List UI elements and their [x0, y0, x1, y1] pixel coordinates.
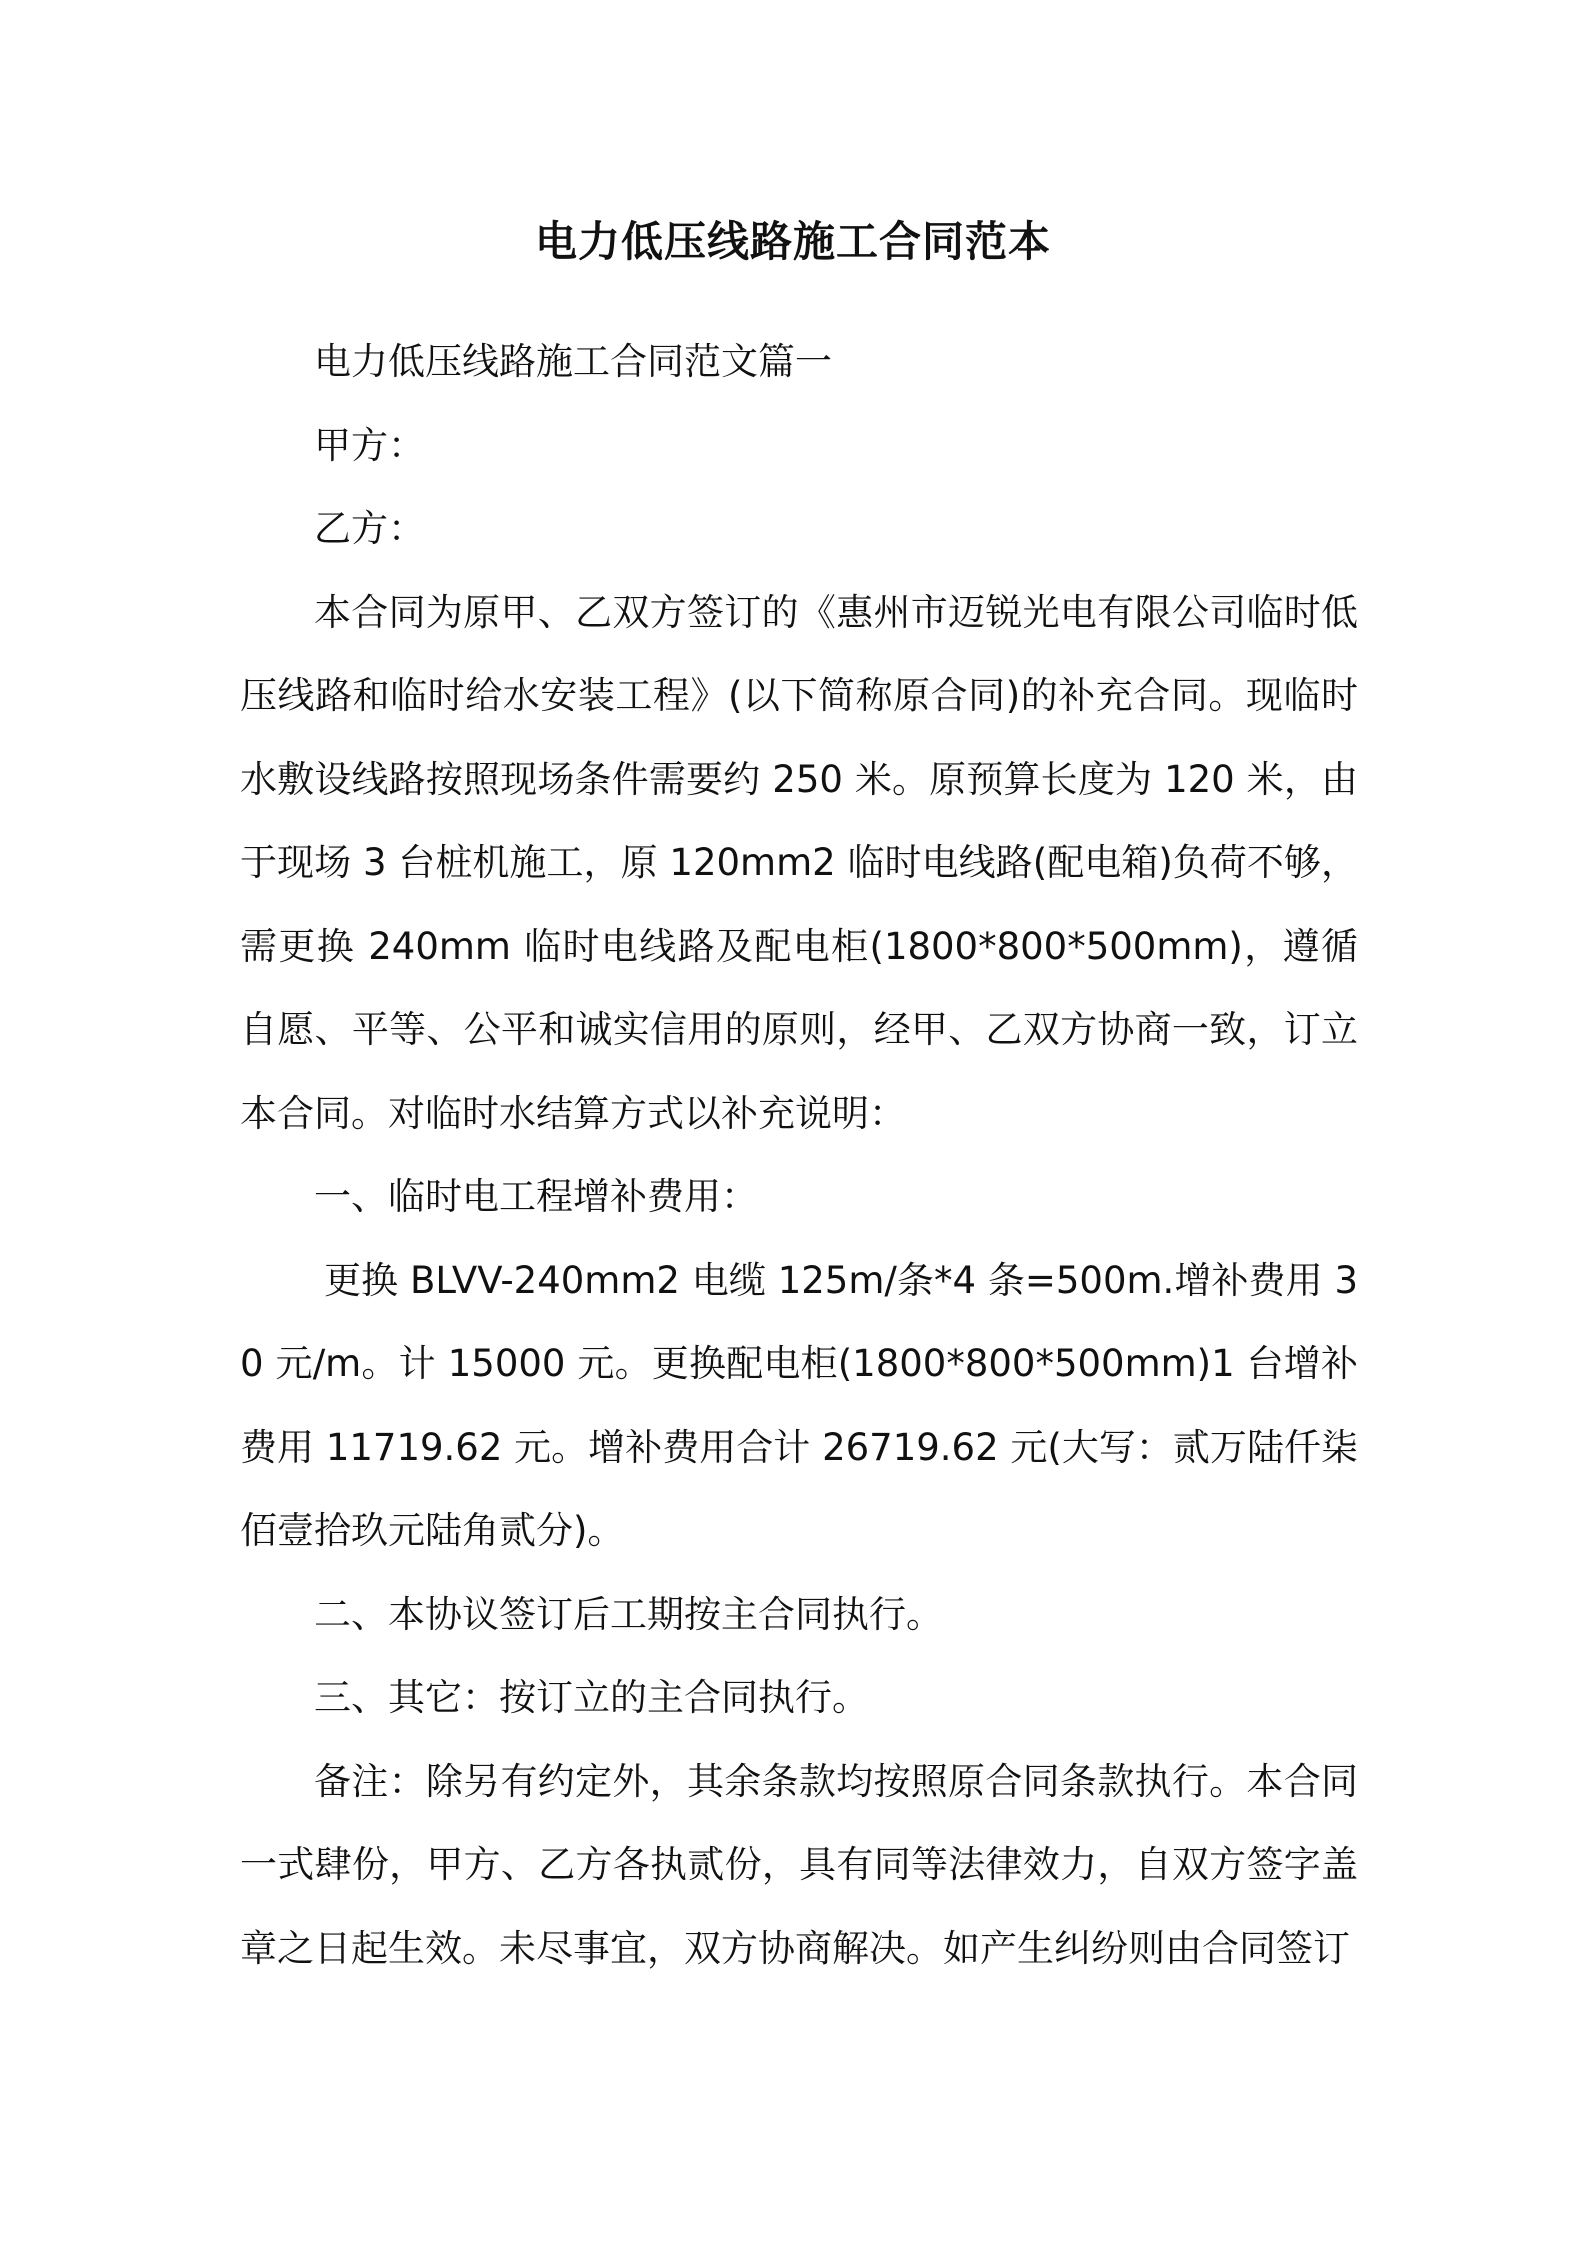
section-one-heading: 一、临时电工程增补费用：	[314, 1175, 758, 1218]
document-body	[240, 320, 1358, 1990]
intro-paragraph: 本合同为原甲、乙双方签订的《惠州市迈锐光电有限公司临时低压线路和临时给水安装工程》(以下简称原合同)的补充合同。现临时水敷设线路按照现场条件需要约 250 米。原预算长度为 120 米，由于现场 3 台桩机施工，原 120mm2 临时电线路(配电箱)负荷不够，需更换 240mm 临时电线路及配电柜(1800*800*500mm)，遵循自愿、平等、公平和诚实信用的原则，经甲、乙双方协商一致，订立本合同。对临时水结算方式以补充说明：	[240, 590, 1358, 1135]
party-b-line: 乙方：	[314, 507, 425, 550]
section-two-paragraph: 二、本协议签订后工期按主合同执行。	[314, 1592, 943, 1636]
section-one-detail: 更换 BLVV-240mm2 电缆 125m/条*4 条=500m.增补费用 30 元/m。计 15000 元。更换配电柜(1800*800*500mm)1 台增补费用 11719.62 元。增补费用合计 26719.62 元(大写：贰万陆仟柒佰壹拾玖元陆角贰分)。	[240, 1258, 1358, 1552]
remarks-paragraph: 备注：除另有约定外，其余条款均按照原合同条款执行。本合同一式肆份，甲方、乙方各执贰份，具有同等法律效力，自双方签字盖章之日起生效。未尽事宜，双方协商解决。如产生纠纷则由合同签订	[240, 1759, 1358, 1970]
document-title: 电力低压线路施工合同范本	[534, 217, 1051, 266]
section-three-paragraph: 三、其它：按订立的主合同执行。	[314, 1676, 869, 1719]
subtitle-paragraph: 电力低压线路施工合同范文篇一	[314, 340, 832, 383]
party-a-line: 甲方：	[314, 423, 425, 467]
